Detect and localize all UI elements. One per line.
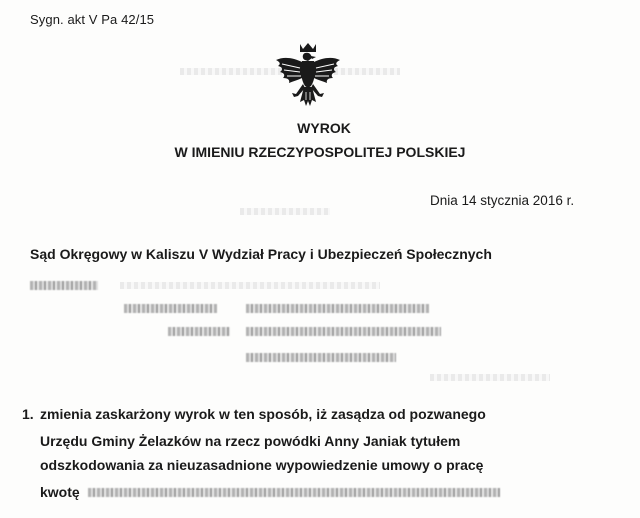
case-signature: Sygn. akt V Pa 42/15 [30, 12, 155, 27]
court-name: Sąd Okręgowy w Kaliszu V Wydział Pracy i Ubezpieczeń Społecznych [30, 246, 492, 262]
bleed-through-text [430, 374, 550, 381]
ruling-line: odszkodowania za nieuzasadnione wypowiedzenie umowy o pracę [40, 457, 484, 473]
polish-eagle-icon [272, 40, 344, 118]
ruling-line: Urzędu Gminy Żelazków na rzecz powódki Anny Janiak tytułem [40, 433, 461, 449]
redacted-amount [88, 488, 500, 497]
judgment-date: Dnia 14 stycznia 2016 r. [430, 193, 575, 208]
bleed-through-text [240, 208, 330, 215]
redacted-text [30, 281, 98, 290]
bleed-through-text [120, 282, 380, 289]
redacted-text [246, 353, 396, 362]
redacted-text [246, 327, 441, 336]
redacted-text [246, 304, 429, 313]
ruling-item-number: 1. [22, 406, 34, 422]
ruling-line: zmienia zaskarżony wyrok w ten sposób, iż zasądza od pozwanego [40, 406, 486, 422]
document-subtitle: W IMIENIU RZECZYPOSPOLITEJ POLSKIEJ [174, 144, 466, 160]
redacted-text [124, 304, 217, 313]
redacted-text [168, 327, 230, 336]
document-title: WYROK [297, 120, 351, 136]
ruling-line: kwotę [40, 484, 80, 500]
